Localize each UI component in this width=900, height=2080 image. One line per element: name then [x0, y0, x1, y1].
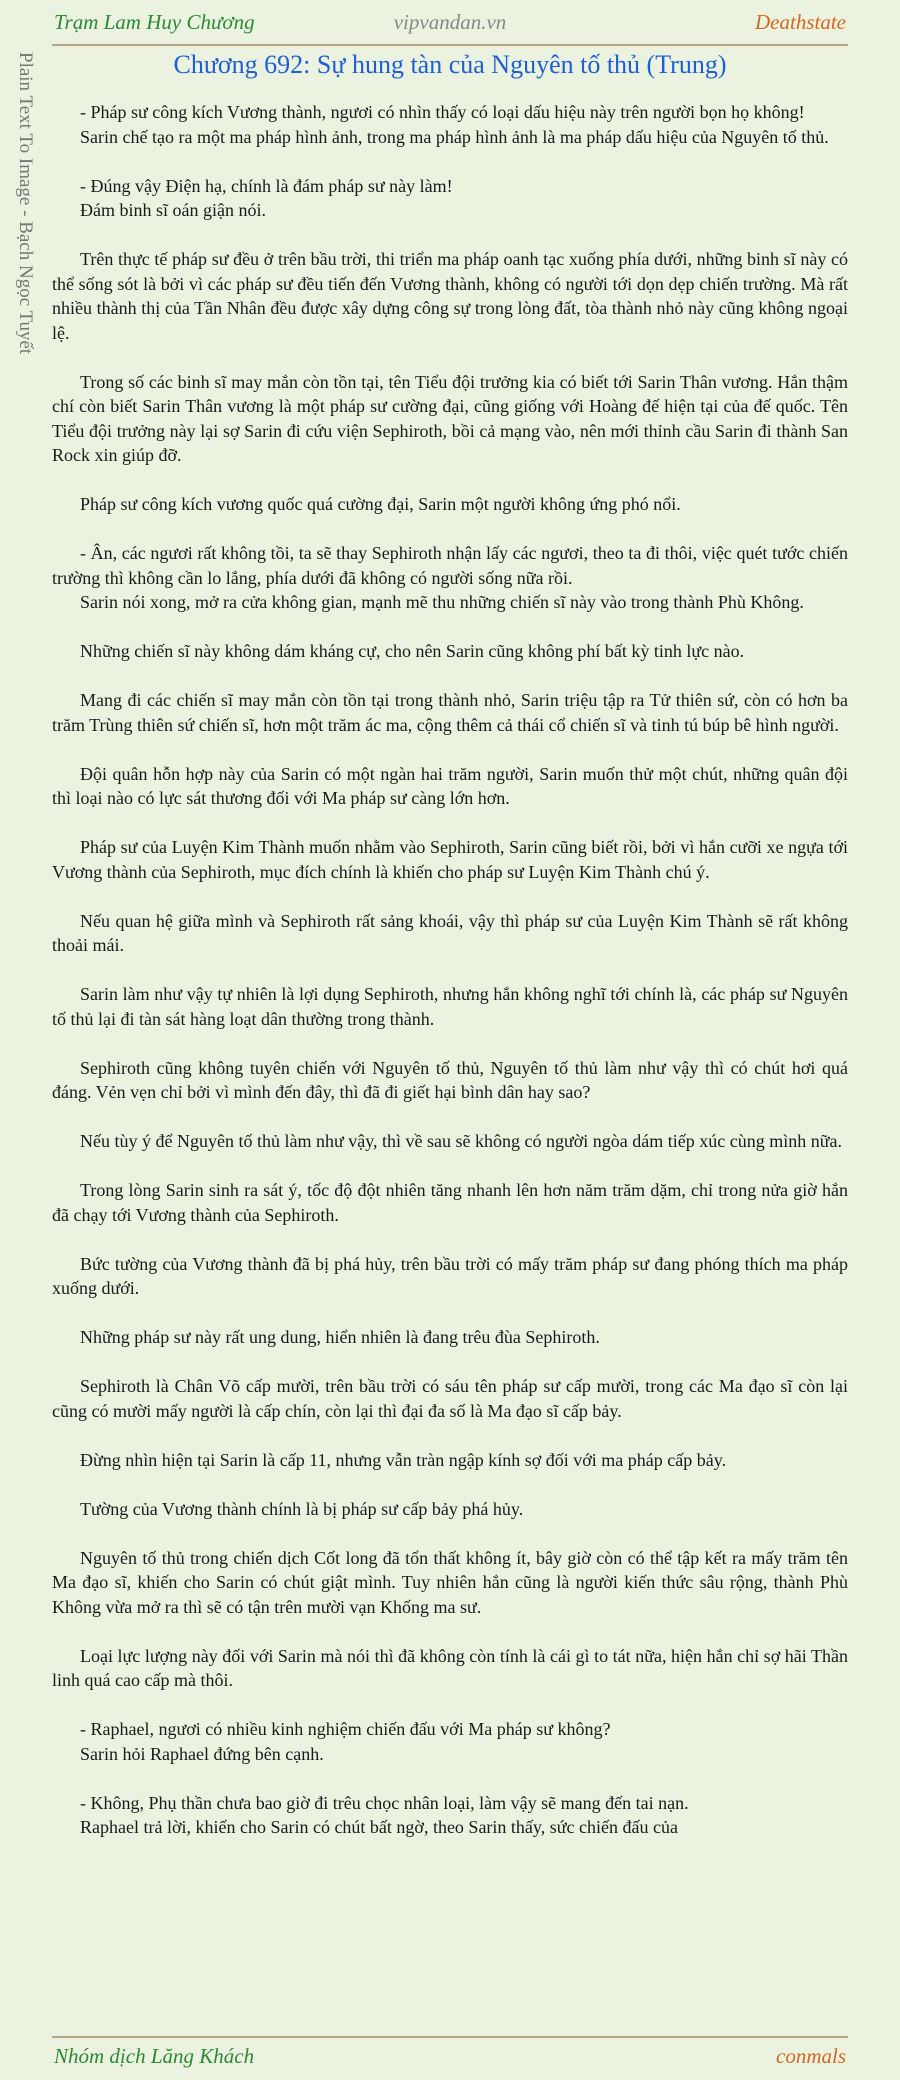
footer-translator-group: Nhóm dịch Lăng Khách [54, 2044, 255, 2068]
paragraph: Sarin hỏi Raphael đứng bên cạnh. [80, 1743, 324, 1764]
paragraph: - Pháp sư công kích Vương thành, ngươi có nhìn thấy có loại dấu hiệu này trên người bọn họ không! [80, 102, 805, 122]
paragraph: Pháp sư công kích vương quốc quá cường đại, Sarin một người không ứng phó nổi. [80, 494, 681, 514]
paragraph: Đội quân hỗn hợp này của Sarin có một ngàn hai trăm người, Sarin muốn thử một chút, những quân đội thì loại nào có lực sát thương đối với Ma pháp sư càng lớn hơn. [52, 763, 848, 808]
footer-divider [52, 2036, 848, 2038]
paragraph: Sarin nói xong, mở ra cửa không gian, mạnh mẽ thu những chiến sĩ này vào trong thành Phù Không. [80, 592, 804, 612]
chapter-title: Chương 692: Sự hung tàn của Nguyên tố thủ (Trung) [173, 50, 727, 79]
paragraph: Sephiroth là Chân Võ cấp mười, trên bầu trời có sáu tên pháp sư cấp mười, trong các Ma đạo sĩ còn lại cũng có mười mấy người là cấp chín, còn lại thì đại đa số là Ma đạo sĩ cấp bảy. [52, 1376, 848, 1421]
paragraph: Nguyên tố thủ trong chiến dịch Cốt long đã tổn thất không ít, bây giờ còn có thể tập kết ra mấy trăm tên Ma đạo sĩ, khiến cho Sarin có chút giật mình. Tuy nhiên hắn cũng là người kiến thức sâu rộng, thành Phù Không vừa mở ra thì sẽ có tận trên mười vạn Khống ma sư. [52, 1547, 848, 1617]
paragraph: Nếu quan hệ giữa mình và Sephiroth rất sảng khoái, vậy thì pháp sư của Luyện Kim Thành sẽ rất không thoải mái. [52, 910, 848, 955]
paragraph: Trong lòng Sarin sinh ra sát ý, tốc độ đột nhiên tăng nhanh lên hơn năm trăm dặm, chỉ trong nửa giờ hắn đã chạy tới Vương thành của Sephiroth. [52, 1180, 848, 1225]
paragraph: Đám binh sĩ oán giận nói. [80, 200, 266, 220]
paragraph: Bức tường của Vương thành đã bị phá hủy, trên bầu trời có mấy trăm pháp sư đang phóng thích ma pháp xuống dưới. [52, 1253, 848, 1298]
paragraph: Sarin chế tạo ra một ma pháp hình ảnh, trong ma pháp hình ảnh là ma pháp dấu hiệu của Nguyên tố thủ. [80, 126, 829, 147]
header-divider [52, 44, 848, 46]
header-author: Deathstate [755, 10, 846, 34]
paragraph: Raphael trả lời, khiến cho Sarin có chút bất ngờ, theo Sarin thấy, sức chiến đấu của [80, 1817, 678, 1837]
header-site-name: Trạm Lam Huy Chương [54, 10, 255, 34]
side-watermark-text: Plain Text To Image - Bạch Ngọc Tuyết [15, 52, 36, 355]
header-url[interactable]: vipvandan.vn [393, 10, 507, 34]
paragraph: Những pháp sư này rất ung dung, hiển nhiên là đang trêu đùa Sephiroth. [80, 1327, 600, 1347]
paragraph: Sephiroth cũng không tuyên chiến với Nguyên tố thủ, Nguyên tố thủ làm như vậy thì có chút hơi quá đáng. Vẻn vẹn chỉ bởi vì mình đến đây, thì đã đi giết hại bình dân hay sao? [52, 1057, 848, 1102]
chapter-body [52, 100, 848, 2034]
paragraph: Đừng nhìn hiện tại Sarin là cấp 11, nhưng vẫn tràn ngập kính sợ đối với ma pháp cấp bảy. [80, 1449, 727, 1470]
page-footer [52, 2040, 848, 2076]
paragraph: Trên thực tế pháp sư đều ở trên bầu trời, thi triển ma pháp oanh tạc xuống phía dưới, những binh sĩ này có thể sống sót là bởi vì các pháp sư đều tiến đến Vương thành, không có người tới dọn dẹp chiến trường. Mà rất nhiều thành thị của Tần Nhân đều được xây dựng công sự trong lòng đất, tòa thành nhỏ này cũng không ngoại lệ. [52, 249, 848, 343]
page-header [52, 0, 848, 44]
paragraph: Sarin làm như vậy tự nhiên là lợi dụng Sephiroth, nhưng hắn không nghĩ tới chính là, các pháp sư Nguyên tố thủ lại đi tàn sát hàng loạt dân thường trong thành. [52, 984, 848, 1029]
paragraph: Loại lực lượng này đối với Sarin mà nói thì đã không còn tính là cái gì to tát nữa, hiện hắn chỉ sợ hãi Thần linh quá cao cấp mà thôi. [52, 1645, 848, 1690]
paragraph: Trong số các binh sĩ may mắn còn tồn tại, tên Tiểu đội trưởng kia có biết tới Sarin Thân vương. Hắn thậm chí còn biết Sarin Thân vương là một pháp sư cường đại, cũng giống với Hoàng đế hiện tại của đế quốc. Tên Tiểu đội trưởng này lại sợ Sarin đi cứu viện Sephiroth, bồi cả mạng vào, nên mới thỉnh cầu Sarin đi thành San Rock xin giúp đỡ. [52, 371, 848, 465]
paragraph: - Đúng vậy Điện hạ, chính là đám pháp sư này làm! [80, 175, 453, 196]
paragraph: Mang đi các chiến sĩ may mắn còn tồn tại trong thành nhỏ, Sarin triệu tập ra Tử thiên sứ, còn có hơn ba trăm Trùng thiên sứ chiến sĩ, hơn một trăm ác ma, cộng thêm cả thái cổ chiến sĩ và tinh tú búp bê hình người. [52, 690, 848, 735]
paragraph: - Raphael, ngươi có nhiều kinh nghiệm chiến đấu với Ma pháp sư không? [80, 1719, 611, 1739]
paragraph: - Không, Phụ thần chưa bao giờ đi trêu chọc nhân loại, làm vậy sẽ mang đến tai nạn. [80, 1792, 689, 1813]
paragraph: Pháp sư của Luyện Kim Thành muốn nhằm vào Sephiroth, Sarin cũng biết rồi, bởi vì hắn cưỡi xe ngựa tới Vương thành của Sephiroth, mục đích chính là khiến cho pháp sư Luyện Kim Thành chú ý. [52, 837, 848, 882]
paragraph: Nếu tùy ý để Nguyên tố thủ làm như vậy, thì về sau sẽ không có người ngòa dám tiếp xúc cùng mình nữa. [80, 1131, 842, 1151]
paragraph: - Ân, các ngươi rất không tồi, ta sẽ thay Sephiroth nhận lấy các ngươi, theo ta đi thôi, việc quét tước chiến trường thì không cần lo lắng, phía dưới đã không có người sống nữa rồi. [52, 543, 848, 588]
paragraph: Những chiến sĩ này không dám kháng cự, cho nên Sarin cũng không phí bất kỳ tinh lực nào. [80, 641, 745, 661]
footer-editor: conmals [776, 2044, 846, 2068]
paragraph: Tường của Vương thành chính là bị pháp sư cấp bảy phá hủy. [80, 1498, 524, 1519]
